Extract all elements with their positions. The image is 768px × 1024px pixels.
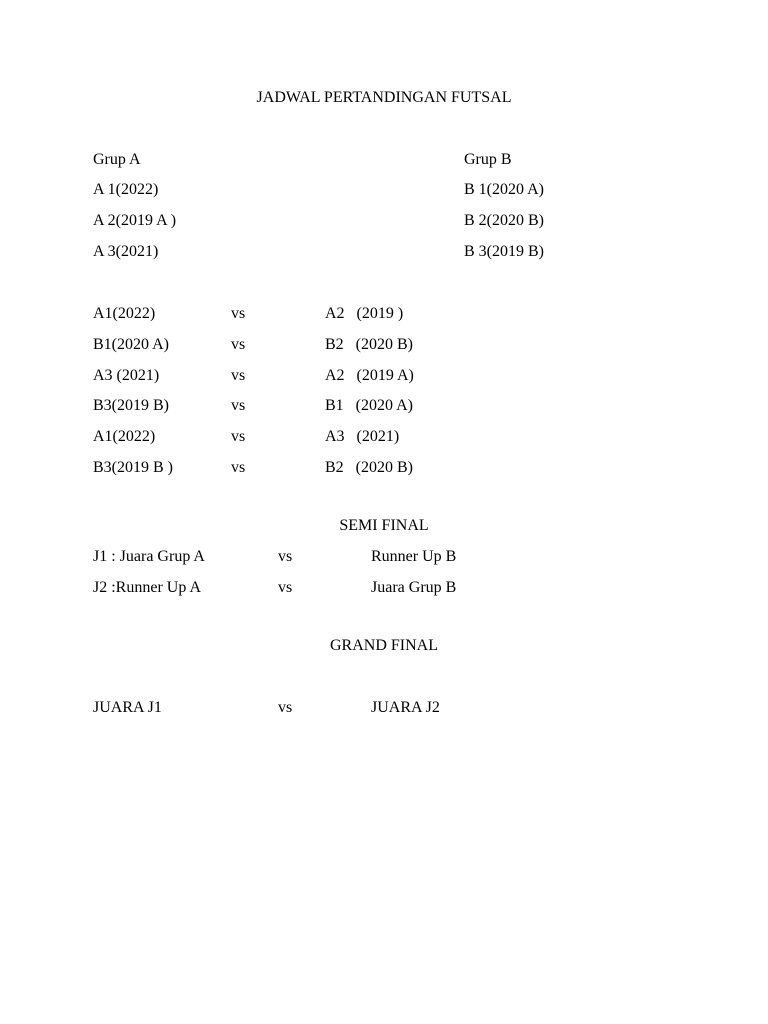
match-vs: vs: [278, 699, 293, 716]
match-vs: vs: [231, 459, 246, 476]
match-vs: vs: [231, 336, 246, 353]
match-vs: vs: [231, 305, 246, 322]
group-b-team: B 2(2020 B): [464, 212, 544, 229]
group-b-heading: Grup B: [464, 151, 512, 168]
match-vs: vs: [231, 367, 246, 384]
match-home-team: J2 :Runner Up A: [93, 579, 201, 596]
group-a-team: A 1(2022): [93, 181, 159, 198]
match-away-team: B1 (2020 A): [325, 397, 413, 414]
match-vs: vs: [278, 579, 293, 596]
match-vs: vs: [231, 428, 246, 445]
match-home-team: JUARA J1: [93, 699, 162, 716]
match-vs: vs: [278, 548, 293, 565]
match-away-team: A2 (2019 A): [325, 367, 414, 384]
group-b-team: B 3(2019 B): [464, 243, 544, 260]
match-vs: vs: [231, 397, 246, 414]
match-away-team: B2 (2020 B): [325, 336, 413, 353]
match-home-team: B1(2020 A): [93, 336, 169, 353]
page-title: JADWAL PERTANDINGAN FUTSAL: [256, 89, 512, 106]
match-home-team: A1(2022): [93, 428, 156, 445]
match-away-team: Juara Grup B: [371, 579, 457, 596]
group-a-team: A 2(2019 A ): [93, 212, 177, 229]
grand-final-heading: GRAND FINAL: [330, 637, 438, 654]
group-a-team: A 3(2021): [93, 243, 159, 260]
group-b-team: B 1(2020 A): [464, 181, 544, 198]
match-away-team: JUARA J2: [371, 699, 440, 716]
match-home-team: B3(2019 B): [93, 397, 169, 414]
match-home-team: J1 : Juara Grup A: [93, 548, 205, 565]
match-home-team: A1(2022): [93, 305, 156, 322]
match-away-team: B2 (2020 B): [325, 459, 413, 476]
semi-final-heading: SEMI FINAL: [339, 517, 429, 534]
match-away-team: A3 (2021): [325, 428, 400, 445]
match-home-team: B3(2019 B ): [93, 459, 173, 476]
group-a-heading: Grup A: [93, 151, 141, 168]
match-away-team: A2 (2019 ): [325, 305, 404, 322]
match-away-team: Runner Up B: [371, 548, 457, 565]
match-home-team: A3 (2021): [93, 367, 160, 384]
